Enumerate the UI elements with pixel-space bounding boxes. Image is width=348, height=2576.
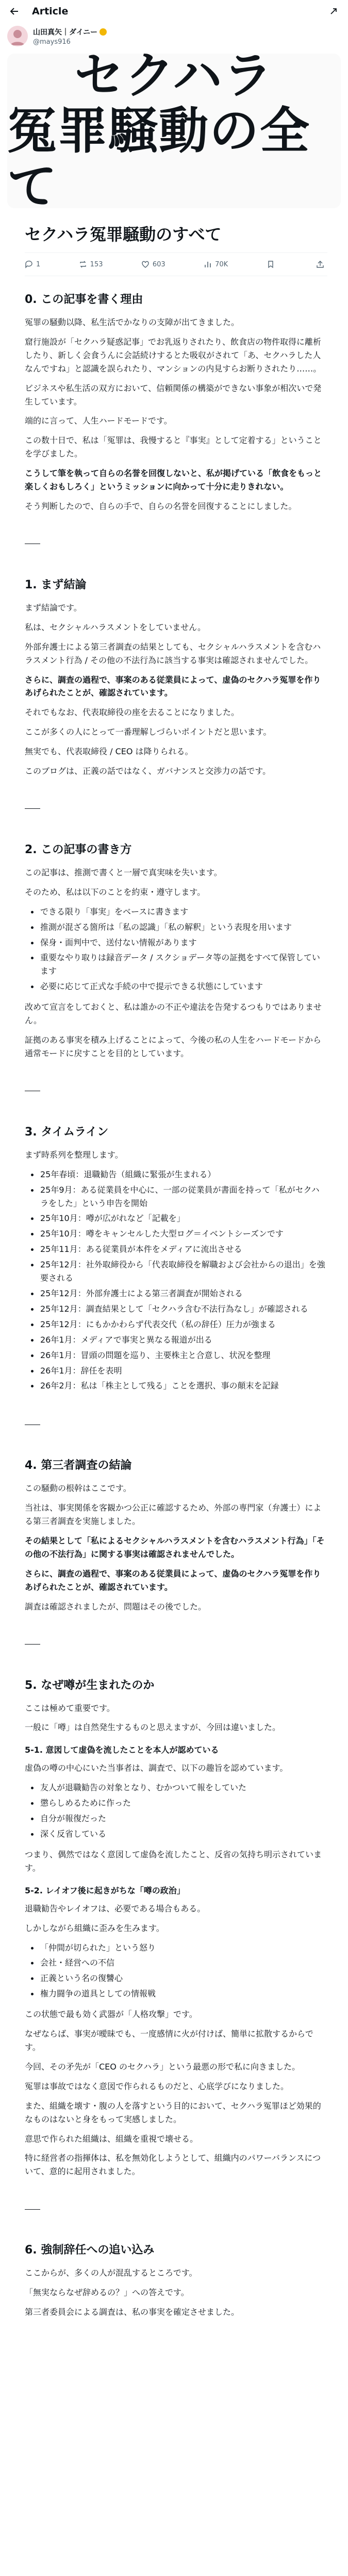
article-body (0, 276, 348, 2319)
paragraph: 窟行施設が「セクハラ疑惑記事」でお乳返りされたり、飲食店の物件取得に離析したり、新しく会食うんに会話続けするとた吸収がされて「あ、セクハラした人なんですね」と認識を誤られたり、マンションの内見すらお断りされたり……。 (25, 336, 322, 374)
timeline-item: 25年12月：外部弁護士による第三者調査が開始される (27, 1287, 327, 1300)
list-item: 「仲間が切られた」という怒り (27, 1941, 327, 1955)
timeline-item: 25年12月：にもかかわらず代表交代（私の辞任）圧力が強まる (27, 1318, 327, 1331)
list-item: 必要に応じて正式な手続の中で提示できる状態にしています (27, 980, 327, 993)
share-icon (316, 260, 324, 268)
paragraph: 意思で作られた組織は、組織を重視で壊せる。 (25, 2133, 198, 2144)
paragraph: そう判断したので、自らの手で、自らの名誉を回復することにしました。 (25, 501, 297, 511)
paragraph: 当社は、事実関係を客観かつ公正に確認するため、外部の専門家（弁護士）による第三者調査を実施しました。 (25, 1503, 322, 1527)
like-count: 603 (152, 260, 165, 268)
paragraph: 私は、セクシャルハラスメントをしていません。 (25, 622, 206, 632)
paragraph: 証拠のある事実を積み上げることによって、今後の私の人生をハードモードから通常モードに戻すことを目的としています。 (25, 1035, 322, 1058)
subsection-heading: 5-1. 意図して虚偽を流したことを本人が認めている (25, 1745, 219, 1755)
author-name[interactable]: 山田真矢｜ダイニー (33, 28, 98, 37)
bold-paragraph: こうして筆を執って自らの名誉を回復しないと、私が掲げている「飲食をもっと楽しくおもしろく」というミッションに向かって十分に走りきれない。 (25, 468, 322, 492)
paragraph: 今回、その矛先が「CEO のセクハラ」という最悪の形で私に向きました。 (25, 2061, 301, 2072)
bullet-list (27, 905, 327, 993)
divider (25, 519, 327, 569)
paragraph: この数十日で、私は「冤罪は、我慢すると『事実』として定着する」ということを学びました。 (25, 435, 322, 459)
avatar[interactable] (7, 26, 28, 46)
like-button[interactable] (141, 260, 165, 268)
view-count: 70K (215, 260, 228, 268)
bullet-list (27, 1941, 327, 2001)
list-item: 正義という名の復讐心 (27, 1972, 327, 1985)
timeline-list (27, 1168, 327, 1393)
bold-paragraph: さらに、調査の過程で、事案のある従業員によって、虚偽のセクハラ冤罪を作りあげられたことが、確認されています。 (25, 1568, 321, 1592)
list-item: 会社・経営への不信 (27, 1956, 327, 1970)
bookmark-button[interactable] (267, 260, 278, 268)
bookmark-icon (267, 260, 275, 268)
list-item: 権力闘争の道具としての情報戦 (27, 1987, 327, 2001)
author-handle: @mays916 (33, 38, 71, 46)
expand-icon[interactable] (326, 4, 341, 19)
paragraph: 虚偽の噂の中心にいた当事者は、調査で、以下の趣旨を認めています。 (25, 1763, 288, 1773)
section-heading-6: 6. 強制辞任への追い込み (25, 2244, 155, 2257)
list-item: 自分が報復だった (27, 1812, 327, 1825)
repost-count: 153 (90, 260, 103, 268)
timeline-item: 25年10月：噂をキャンセルした大型ログ＝イベントシーズンです (27, 1227, 327, 1241)
paragraph: 調査は確認されましたが、問題はその後でした。 (25, 1601, 207, 1612)
list-item: 保身・面判中で、送付ない情報があります (27, 936, 327, 950)
cover-line-2: 冤罪騒動の全て (7, 101, 310, 215)
section-heading-2: 2. この記事の書き方 (25, 843, 132, 856)
reply-icon (25, 260, 33, 268)
back-arrow-icon[interactable] (7, 4, 22, 19)
subsection-heading: 5-2. レイオフ後に起きがちな「噂の政治」 (25, 1885, 185, 1895)
cover-line-1: セクハラ (74, 46, 274, 105)
list-item: 懲らしめるために作った (27, 1797, 327, 1810)
paragraph: ここは極めて重要です。 (25, 1703, 115, 1713)
list-item: 推測が混ざる箇所は「私の認識」「私の解釈」という表現を用います (27, 921, 327, 934)
bold-paragraph: さらに、調査の過程で、事案のある従業員によって、虚偽のセクハラ冤罪を作りあげられたことが、確認されています。 (25, 674, 321, 698)
timeline-item: 25年12月：調査結果として「セクハラ含む不法行為なし」が確認される (27, 1302, 327, 1316)
paragraph: まず時系列を整理します。 (25, 1149, 123, 1160)
paragraph: ビジネスや私生活の双方において、信頼関係の構築ができない事象が相次いで発生しています。 (25, 383, 322, 406)
paragraph: 外部弁護士による第三者調査の結果としても、セクシャルハラスメントを含むハラスメント行為 / その他の不法行為に該当する事実は確認されませんでした。 (25, 641, 321, 665)
list-item: 重要なやり取りは録音データ / スクショデータ等の証拠をすべて保管しています (27, 951, 327, 978)
timeline-item: 25年9月：ある従業員を中心に、一部の従業員が書面を持って「私がセクハラをした」という申告を開始 (27, 1183, 327, 1210)
timeline-item: 25年12月：社外取締役から「代表取締役を解職および会社からの退出」を強要される (27, 1258, 327, 1285)
reply-button[interactable] (25, 260, 40, 268)
paragraph: なぜならば、事実が曖昧でも、一度感情に火が付けば、簡単に拡散するからです。 (25, 2029, 313, 2052)
cover-image (7, 46, 341, 215)
section-heading-3: 3. タイムライン (25, 1125, 109, 1139)
section-heading-0: 0. この記事を書く理由 (25, 293, 143, 306)
paragraph: 退職勧告やレイオフは、必要である場合もある。 (25, 1903, 206, 1913)
divider (25, 2184, 327, 2234)
paragraph: つまり、偶然ではなく意図して虚偽を流したこと、反省の気持ち明示されています。 (25, 1849, 322, 1873)
repost-icon (79, 260, 87, 268)
divider (25, 1620, 327, 1669)
divider (25, 1400, 327, 1449)
paragraph: 端的に言って、人生ハードモードです。 (25, 416, 172, 426)
paragraph: 第三者委員会による調査は、私の事実を確定させました。 (25, 2307, 240, 2317)
list-item: 友人が退職勧告の対象となり、むかついて報をしていた (27, 1781, 327, 1794)
paragraph: この騒動の根幹はここです。 (25, 1483, 131, 1494)
paragraph: 改めて宣言をしておくと、私は誰かの不正や違法を告発するつもりではありません。 (25, 1002, 322, 1026)
bullet-list (27, 1781, 327, 1841)
views-button[interactable] (204, 260, 228, 268)
section-heading-1: 1. まず結論 (25, 578, 87, 591)
timeline-item: 26年1月：冒頭の問題を巡り、主要株主と合意し、状況を整理 (27, 1349, 327, 1362)
paragraph: 「無実ならなぜ辞めるの？」への答えです。 (25, 2287, 189, 2298)
list-item: できる限り「事実」をベースに書きます (27, 905, 327, 919)
paragraph: まず結論です。 (25, 602, 82, 613)
reply-count: 1 (36, 260, 41, 268)
paragraph: また、組織を壊す・腹の人を落すという目的において、セクハラ冤罪ほど効果的なものはないと身をもって実感しました。 (25, 2100, 321, 2124)
paragraph: 一般に「噂」は自然発生するものと思えますが、今回は違いました。 (25, 1722, 281, 1733)
section-heading-4: 4. 第三者調査の結論 (25, 1459, 132, 1472)
paragraph: ここからが、多くの人が混乱するところです。 (25, 2268, 197, 2278)
paragraph: 冤罪の騒動以降、私生活でかなりの支障が出てきました。 (25, 317, 240, 327)
timeline-item: 26年1月：辞任を表明 (27, 1364, 327, 1378)
divider (25, 1066, 327, 1116)
paragraph: この記事は、推測で書くと一層で真実味を失います。 (25, 867, 222, 877)
timeline-item: 25年11月：ある従業員が本件をメディアに流出させる (27, 1243, 327, 1256)
share-button[interactable] (316, 260, 327, 268)
verified-badge-icon (100, 28, 107, 36)
list-item: 深く反省している (27, 1827, 327, 1841)
timeline-item: 26年1月：メディアで事実と異なる報道が出る (27, 1333, 327, 1347)
top-bar (0, 0, 348, 23)
paragraph: 無実でも、代表取締役 / CEO は降りられる。 (25, 747, 193, 757)
paragraph: この状態で最も効く武器が「人格攻撃」です。 (25, 2009, 197, 2020)
timeline-item: 26年2月：私は「株主として残る」ことを選択、事の顛末を記録 (27, 1379, 327, 1393)
timeline-item: 25年10月：噂が広がれなど「記載を」 (27, 1212, 327, 1225)
bold-paragraph: その結果として「私によるセクシャルハラスメントを含むハラスメント行為」「その他の不法行為」に関する事実は確認されませんでした。 (25, 1536, 325, 1559)
paragraph: 特に経営者の指揮体は、私を無効化しようとして、組織内のパワーバランスについて、意的に起用されました。 (25, 2153, 321, 2177)
paragraph: 冤罪は事故ではなく意図で作られるものだと、心底学びになりました。 (25, 2081, 289, 2091)
article-title: セクハラ冤罪騒動のすべて (25, 225, 222, 244)
paragraph: そのため、私は以下のことを約束・遵守します。 (25, 887, 206, 897)
heart-icon (141, 260, 150, 268)
timeline-item: 25年春頃：退職勧告（組織に緊張が生まれる） (27, 1168, 327, 1181)
views-icon (204, 260, 212, 268)
paragraph: ここが多くの人にとって一番理解しづらいポイントだと思います。 (25, 727, 272, 737)
page-title: Article (32, 6, 69, 17)
paragraph: このブログは、正義の話ではなく、ガバナンスと交渉力の話です。 (25, 766, 271, 776)
paragraph: それでもなお、代表取締役の座を去ることになりました。 (25, 707, 240, 718)
repost-button[interactable] (79, 260, 103, 268)
paragraph: しかしながら組織に歪みを生みます。 (25, 1923, 164, 1933)
divider (25, 784, 327, 834)
action-bar (25, 252, 327, 276)
section-heading-5: 5. なぜ噂が生まれたのか (25, 1679, 155, 1692)
